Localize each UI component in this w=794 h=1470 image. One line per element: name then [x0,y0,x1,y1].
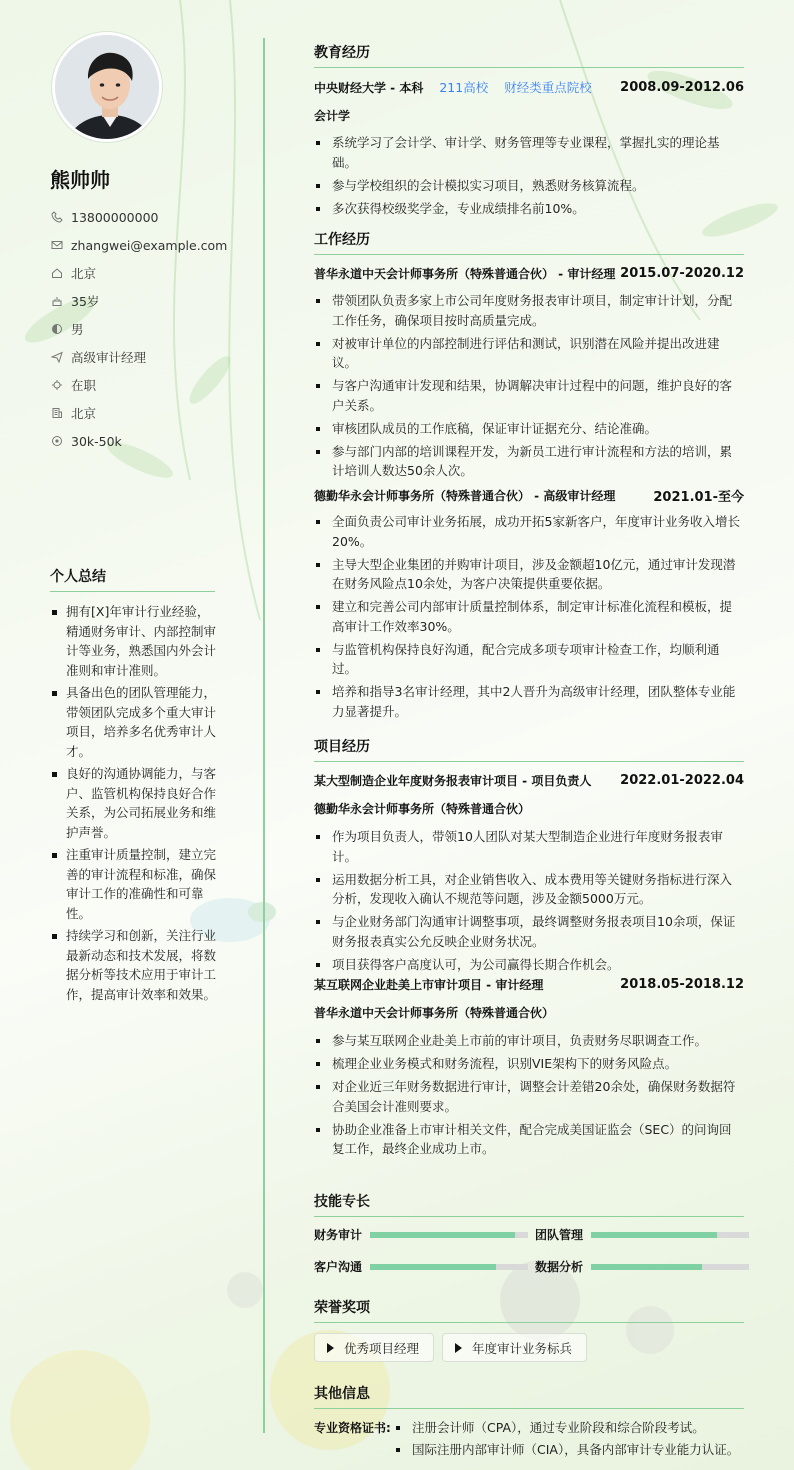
skill-item [535,1258,749,1275]
school-tag: 财经类重点院校 [504,80,592,95]
list-item: 与企业财务部门沟通审计调整事项，最终调整财务报表项目10余项，保证财务报表真实公允反映企业财务状况。 [314,912,744,951]
skill-bar [591,1232,749,1238]
home-icon [50,266,64,280]
education-date: 2008.09-2012.06 [620,79,744,95]
list-item: 运用数据分析工具，对企业销售收入、成本费用等关键财务指标进行深入分析，发现收入确认不规范等问题，涉及金额5000万元。 [314,870,744,909]
skills-title: 技能专长 [314,1191,744,1217]
job-duties-list [314,512,744,725]
salary-icon [50,434,64,448]
skill-bar [370,1232,528,1238]
list-item: 作为项目负责人，带领10人团队对某大型制造企业进行年度财务报表审计。 [314,827,744,866]
summary-title: 个人总结 [50,566,215,592]
list-item: 注册会计师（CPA），通过专业阶段和综合阶段考试。 [394,1417,739,1439]
list-item: 多次获得校级奖学金，专业成绩排名前10%。 [314,199,744,219]
skill-name: 客户沟通 [314,1260,363,1274]
list-item: 具备出色的团队管理能力，带领团队完成多个重大审计项目，培养多名优秀审计人才。 [50,683,216,761]
project-list [314,1031,744,1162]
info-gender: 男 [50,315,250,343]
awards-list [314,1333,587,1362]
info-status: 在职 [50,371,250,399]
list-item: 拥有[X]年审计行业经验，精通财务审计、内部控制审计等业务，熟悉国内外会计准则和审计准则。 [50,602,216,680]
info-position: 高级审计经理 [50,343,250,371]
list-item: 参与学校组织的会计模拟实习项目，熟悉财务核算流程。 [314,176,744,196]
mail-icon [50,238,64,252]
project-date: 2022.01-2022.04 [620,773,744,788]
list-item: 梳理企业业务模式和财务流程，识别VIE架构下的财务风险点。 [314,1054,744,1074]
project-list [314,827,744,978]
project-header [314,976,744,993]
skill-item [535,1226,749,1243]
project-org: 普华永道中天会计师事务所（特殊普通合伙） [314,1006,555,1020]
info-age: 35岁 [50,287,250,315]
school-name: 中央财经大学 - 本科 [314,80,424,95]
list-item: 建立和完善公司内部审计质量控制体系，制定审计标准化流程和模板，提高审计工作效率30%。 [314,597,744,636]
other-info [314,1417,750,1461]
list-item: 对被审计单位的内部控制进行评估和测试，识别潜在风险并提出改进建议。 [314,334,744,373]
skill-name: 财务审计 [314,1228,363,1242]
gender-icon [50,322,64,336]
award-tag: 优秀项目经理 [314,1333,434,1362]
job-title: 德勤华永会计师事务所（特殊普通合伙） - 高级审计经理 [314,489,616,503]
list-item: 审核团队成员的工作底稿，保证审计证据充分、结论准确。 [314,419,744,439]
info-salary: 30k-50k [50,427,250,455]
sidebar [0,0,264,1470]
list-item: 系统学习了会计学、审计学、财务管理等专业课程，掌握扎实的理论基础。 [314,133,744,172]
project-header [314,772,744,789]
skill-bar-fill [591,1264,702,1270]
job-date: 2015.07-2020.12 [620,266,744,281]
list-item: 主导大型企业集团的并购审计项目，涉及金额超10亿元，通过审计发现潜在财务风险点10余处，为客户决策提供重要依据。 [314,555,744,594]
list-item: 良好的沟通协调能力，与客户、监管机构保持良好合作关系，为公司拓展业务和维护声誉。 [50,764,216,842]
info-location: 北京 [50,399,250,427]
job-date: 2021.01-至今 [653,490,744,505]
certificates-list [394,1417,739,1461]
column-divider [263,38,265,1433]
awards-title: 荣誉奖项 [314,1297,744,1323]
list-item: 全面负责公司审计业务拓展，成功开拓5家新客户，年度审计业务收入增长20%。 [314,512,744,551]
summary-list [50,602,216,1007]
building-icon [50,406,64,420]
list-item: 国际注册内部审计师（CIA），具备内部审计专业能力认证。 [394,1439,739,1461]
projects-title: 项目经历 [314,736,744,762]
contact-info-list [50,203,250,455]
status-icon [50,378,64,392]
skill-item [314,1258,528,1275]
phone-icon [50,210,64,224]
avatar [52,32,162,142]
education-major: 会计学 [314,109,351,123]
info-email: zhangwei@example.com [50,231,250,259]
job-header [314,486,744,505]
candidate-name: 熊帅帅 [50,168,110,192]
list-item: 与监管机构保持良好沟通，配合完成多项专项审计检查工作，均顺利通过。 [314,640,744,679]
award-tag: 年度审计业务标兵 [442,1333,587,1362]
education-list [314,133,744,222]
info-phone: 13800000000 [50,203,250,231]
skill-name: 团队管理 [535,1228,584,1242]
project-title: 某大型制造企业年度财务报表审计项目 - 项目负责人 [314,774,592,788]
job-header [314,265,744,282]
list-item: 持续学习和创新，关注行业最新动态和技术发展，将数据分析等技术应用于审计工作，提高审计效率和效果。 [50,926,216,1004]
project-org: 德勤华永会计师事务所（特殊普通合伙） [314,802,531,816]
education-title: 教育经历 [314,42,744,68]
skill-bar-fill [370,1264,496,1270]
certificates-label: 专业资格证书: [314,1421,391,1435]
skill-bar-fill [370,1232,515,1238]
cake-icon [50,294,64,308]
project-title: 某互联网企业赴美上市审计项目 - 审计经理 [314,978,544,992]
skill-name: 数据分析 [535,1260,584,1274]
send-icon [50,350,64,364]
list-item: 项目获得客户高度认可，为公司赢得长期合作机会。 [314,955,744,975]
skill-bar [591,1264,749,1270]
list-item: 培养和指导3名审计经理，其中2人晋升为高级审计经理，团队整体专业能力显著提升。 [314,682,744,721]
list-item: 参与部门内部的培训课程开发，为新员工进行审计流程和方法的培训，累计培训人数达50余人次。 [314,442,744,481]
skill-bar [370,1264,528,1270]
skill-bar-fill [591,1232,717,1238]
list-item: 带领团队负责多家上市公司年度财务报表审计项目，制定审计计划，分配工作任务，确保项目按时高质量完成。 [314,291,744,330]
work-title: 工作经历 [314,229,744,255]
project-date: 2018.05-2018.12 [620,977,744,992]
job-duties-list [314,291,744,484]
other-title: 其他信息 [314,1383,744,1409]
list-item: 参与某互联网企业赴美上市前的审计项目，负责财务尽职调查工作。 [314,1031,744,1051]
list-item: 对企业近三年财务数据进行审计，调整会计差错20余处，确保财务数据符合美国会计准则要求。 [314,1077,744,1116]
list-item: 协助企业准备上市审计相关文件，配合完成美国证监会（SEC）的问询回复工作，最终企业成功上市。 [314,1120,744,1159]
triangle-icon [327,1343,334,1353]
skill-item [314,1226,528,1243]
triangle-icon [455,1343,462,1353]
list-item: 注重审计质量控制，建立完善的审计流程和标准，确保审计工作的准确性和可靠性。 [50,845,216,923]
list-item: 与客户沟通审计发现和结果，协调解决审计过程中的问题，维护良好的客户关系。 [314,376,744,415]
school-tag: 211高校 [439,80,489,95]
info-city: 北京 [50,259,250,287]
education-header [314,78,744,96]
job-title: 普华永道中天会计师事务所（特殊普通合伙） - 审计经理 [314,267,616,281]
